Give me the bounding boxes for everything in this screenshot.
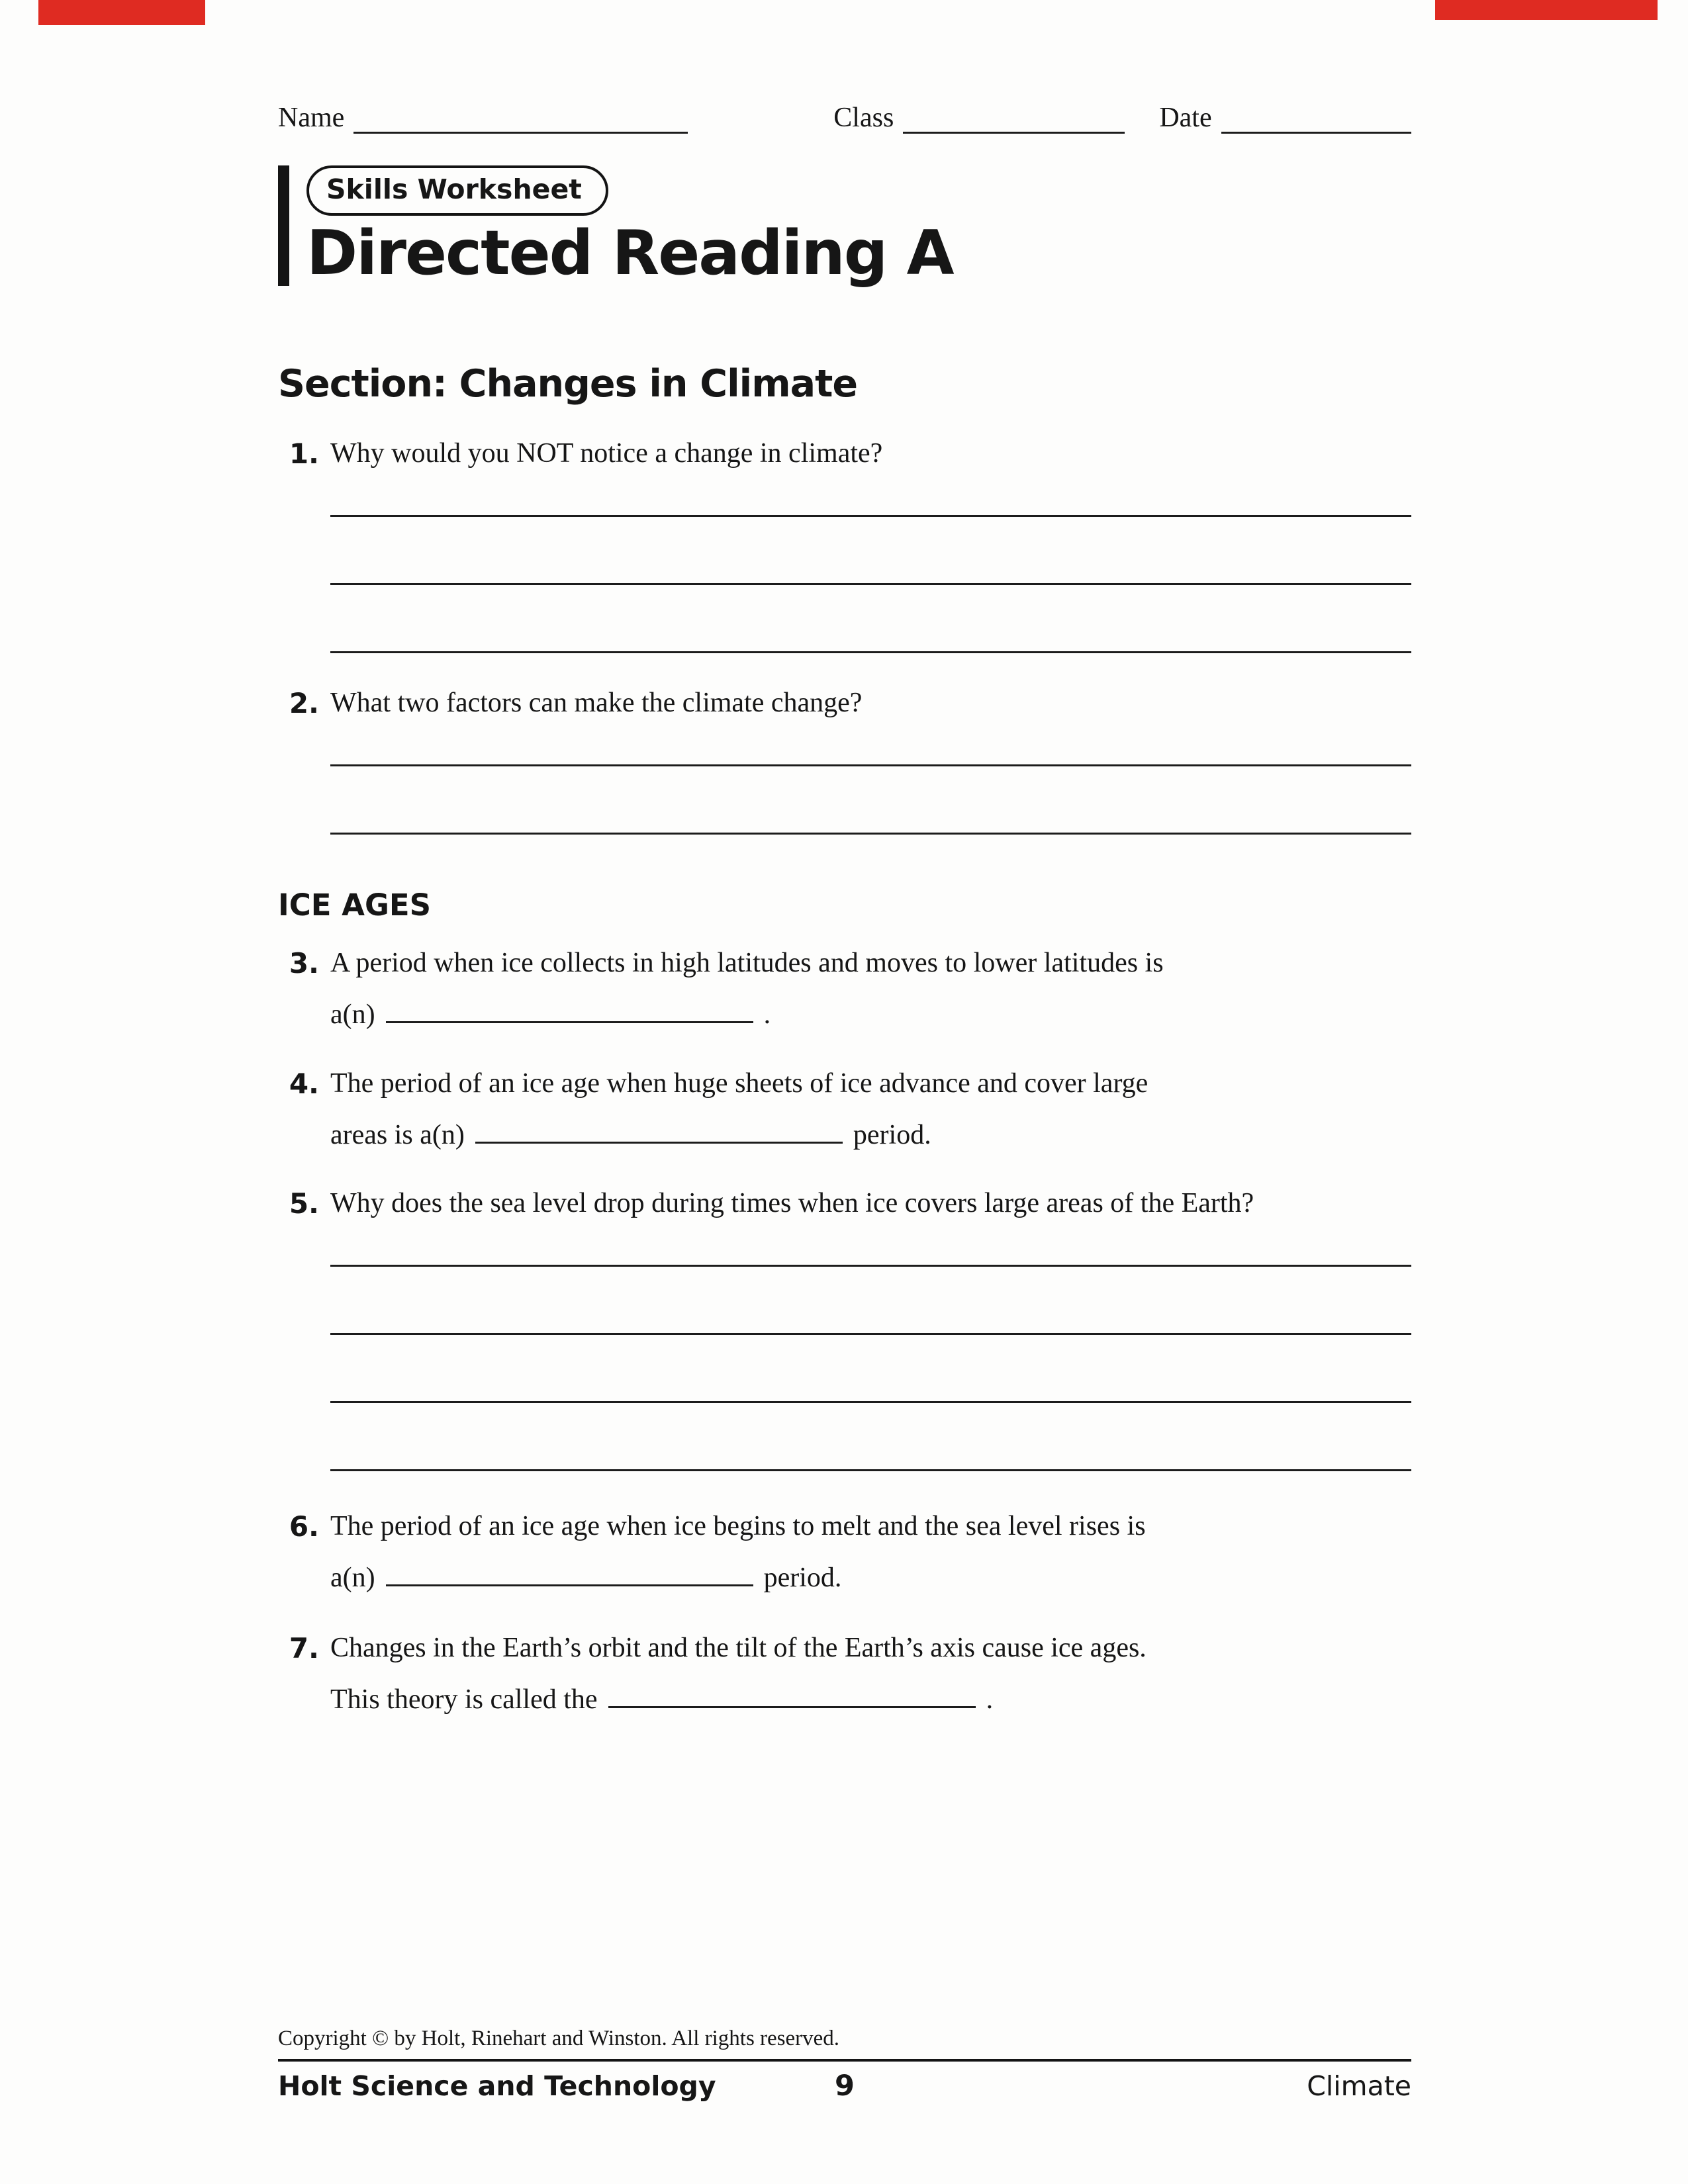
question-body <box>330 1630 1411 1719</box>
fill-blank <box>475 1113 843 1144</box>
question-body <box>330 435 1411 653</box>
question-5 <box>278 1185 1411 1471</box>
question-number: 6. <box>289 1510 319 1543</box>
date-label: Date <box>1159 103 1212 133</box>
question-3 <box>278 945 1411 1034</box>
fill-blank <box>386 1555 753 1586</box>
fill-blank <box>386 992 753 1023</box>
fill-in-line <box>330 992 1411 1034</box>
page-footer <box>278 2026 1411 2103</box>
question-body <box>330 1066 1411 1155</box>
question-number: 1. <box>289 437 319 470</box>
footer-row <box>278 2070 1411 2103</box>
question-body <box>330 685 1411 835</box>
fill-prefix: a(n) <box>330 999 375 1030</box>
fill-suffix: period. <box>853 1119 931 1150</box>
question-7 <box>278 1630 1411 1719</box>
answer-lines <box>330 721 1411 835</box>
question-6 <box>278 1508 1411 1598</box>
fill-blank <box>608 1677 976 1708</box>
question-text: A period when ice collects in high latitudes and moves to lower latitudes is <box>330 947 1164 978</box>
name-label: Name <box>278 103 345 133</box>
question-4 <box>278 1066 1411 1155</box>
answer-line <box>330 472 1411 517</box>
worksheet-banner <box>278 165 1411 289</box>
answer-lines <box>330 472 1411 653</box>
question-text: Why would you NOT notice a change in climate? <box>330 437 883 469</box>
book-title: Holt Science and Technology <box>278 2070 716 2102</box>
copyright-line: Copyright © by Holt, Rinehart and Winston. All rights reserved. <box>278 2026 840 2050</box>
fill-suffix: . <box>763 999 771 1030</box>
question-body <box>330 1185 1411 1471</box>
answer-line <box>330 1267 1411 1335</box>
fill-prefix: areas is a(n) <box>330 1119 465 1150</box>
fill-prefix: This theory is called the <box>330 1684 598 1715</box>
class-blank <box>903 103 1125 134</box>
question-text: What two factors can make the climate change? <box>330 687 863 718</box>
ice-ages-subheading: ICE AGES <box>278 887 432 923</box>
chapter-name: Climate <box>1307 2070 1412 2102</box>
fill-prefix: a(n) <box>330 1562 375 1593</box>
question-number: 2. <box>289 686 319 719</box>
skills-worksheet-badge: Skills Worksheet <box>306 165 608 216</box>
page-content <box>278 99 1411 1719</box>
answer-lines <box>330 1222 1411 1471</box>
answer-line <box>330 585 1411 653</box>
question-number: 7. <box>289 1631 319 1664</box>
name-blank <box>353 103 688 134</box>
section-heading: Section: Changes in Climate <box>278 361 857 406</box>
fill-suffix: period. <box>763 1562 842 1593</box>
fill-in-line <box>330 1677 1411 1719</box>
question-text: Why does the sea level drop during times when ice covers large areas of the Earth? <box>330 1187 1254 1218</box>
class-label: Class <box>833 103 894 133</box>
fill-in-line <box>330 1555 1411 1598</box>
page-number: 9 <box>835 2070 855 2103</box>
question-1 <box>278 435 1411 653</box>
question-body <box>330 945 1411 1034</box>
answer-line <box>330 766 1411 835</box>
question-text: The period of an ice age when ice begins to melt and the sea level rises is <box>330 1510 1146 1541</box>
question-number: 5. <box>289 1187 319 1220</box>
question-text: Changes in the Earth’s orbit and the tilt of the Earth’s axis cause ice ages. <box>330 1632 1147 1663</box>
answer-line <box>330 721 1411 766</box>
question-number: 3. <box>289 946 319 979</box>
worksheet-title: Directed Reading A <box>306 217 953 289</box>
date-blank <box>1221 103 1411 134</box>
footer-rule <box>278 2059 1411 2062</box>
answer-line <box>330 1403 1411 1471</box>
student-header-row <box>278 99 1411 134</box>
answer-line <box>330 1335 1411 1403</box>
answer-line <box>330 1222 1411 1267</box>
scan-artifact-red-bar-right <box>1435 0 1658 20</box>
fill-in-line <box>330 1113 1411 1155</box>
question-2 <box>278 685 1411 835</box>
fill-suffix: . <box>986 1684 994 1715</box>
question-text: The period of an ice age when huge sheets of ice advance and cover large <box>330 1068 1149 1099</box>
scan-artifact-red-bar-left <box>38 0 205 25</box>
answer-line <box>330 517 1411 585</box>
question-body <box>330 1508 1411 1598</box>
question-number: 4. <box>289 1067 319 1100</box>
